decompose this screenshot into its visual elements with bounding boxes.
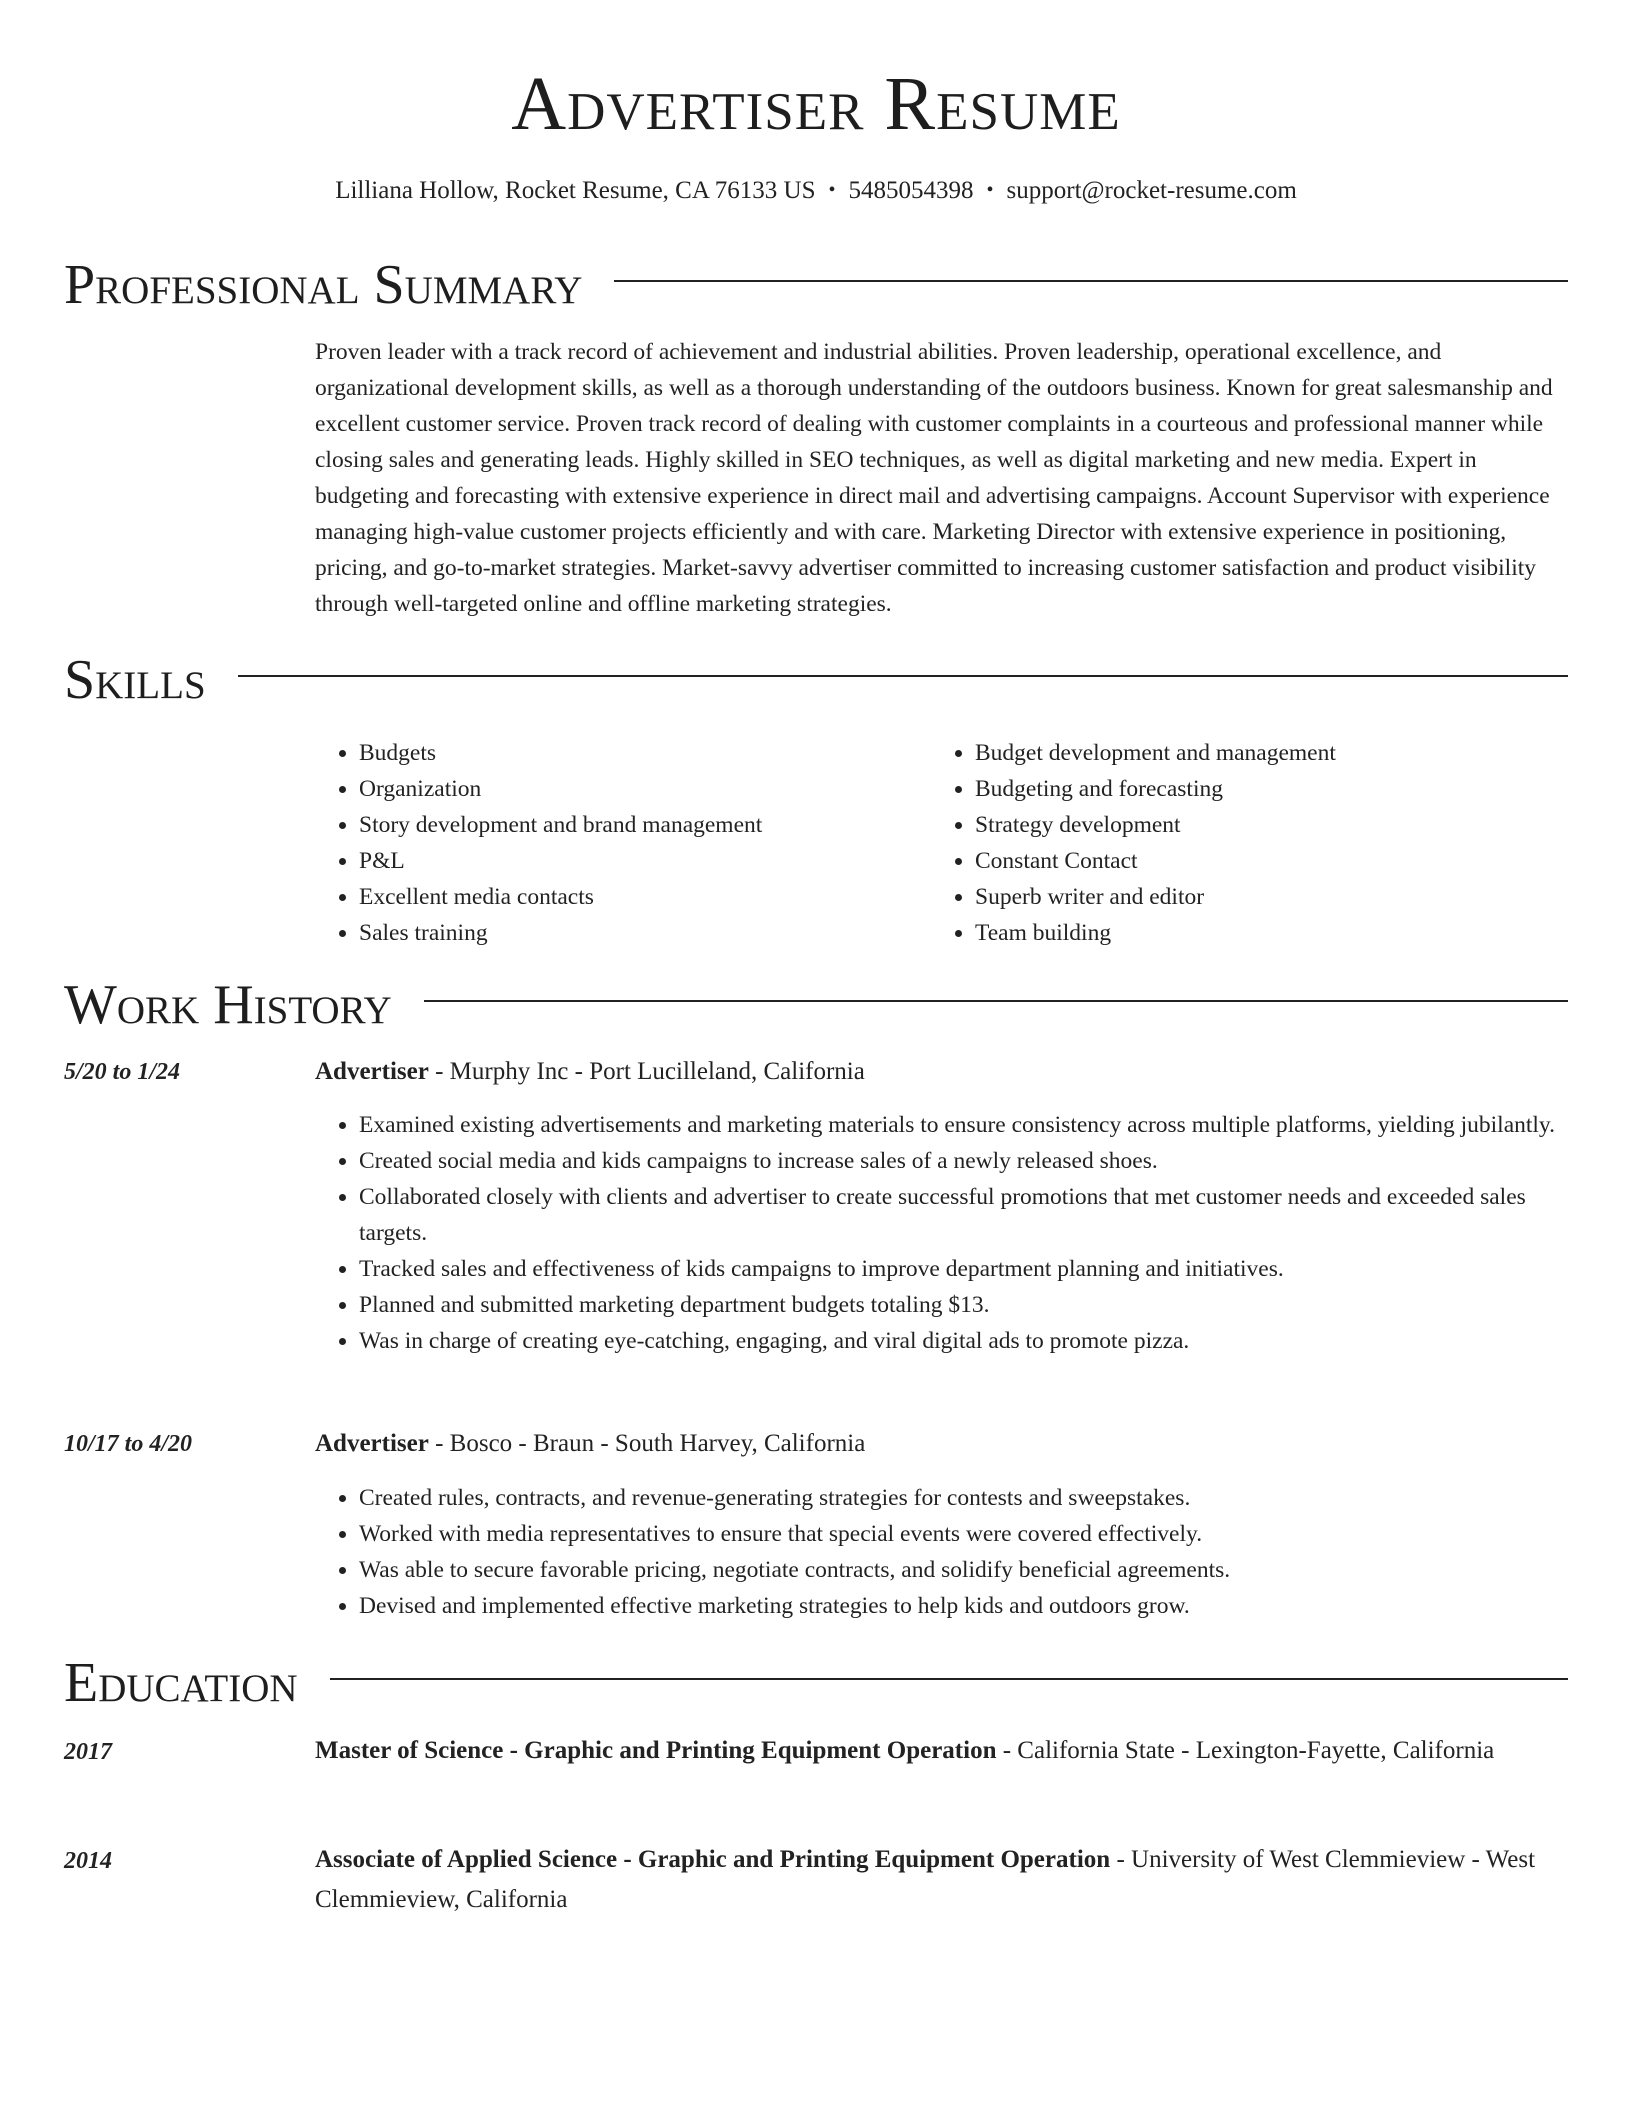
section-divider [238, 675, 1568, 677]
education-entry [315, 1731, 1568, 1771]
skill-item: • P&L [359, 843, 931, 879]
education-degree: Master of Science - Graphic and Printing Equipment Operation [315, 1737, 997, 1764]
job-heading [315, 1424, 1568, 1464]
contact-address: Lilliana Hollow, Rocket Resume, CA 76133 US [335, 177, 816, 204]
job-bullet: • Was able to secure favorable pricing, negotiate contracts, and solidify beneficial agreements. [359, 1552, 1568, 1588]
job-bullets [315, 1480, 1568, 1624]
section-header-summary [64, 250, 1568, 320]
job-bullet: • Planned and submitted marketing department budgets totaling $13. [359, 1287, 1568, 1323]
section-title-education: Education [64, 1652, 298, 1714]
section-header-skills [64, 645, 1568, 715]
skill-item: • Sales training [359, 915, 931, 951]
skill-item: • Team building [975, 915, 1547, 951]
section-title-skills: Skills [64, 649, 206, 711]
job-bullet: • Examined existing advertisements and marketing materials to ensure consistency across multiple platforms, yielding jubilantly. [359, 1107, 1568, 1143]
job-bullet: • Created rules, contracts, and revenue-generating strategies for contests and sweepstakes. [359, 1480, 1568, 1516]
job-bullet: • Tracked sales and effectiveness of kids campaigns to improve department planning and initiatives. [359, 1251, 1568, 1287]
education-school: - California State - Lexington-Fayette, California [996, 1737, 1495, 1764]
skill-item: • Constant Contact [975, 843, 1547, 879]
skill-item: • Strategy development [975, 807, 1547, 843]
job-title: Advertiser [315, 1058, 429, 1085]
skill-item: • Budget development and management [975, 735, 1547, 771]
section-divider [330, 1678, 1568, 1680]
skills-column-right [931, 735, 1547, 951]
job-heading [315, 1052, 1568, 1092]
contact-line [64, 174, 1568, 209]
education-year: 2014 [64, 1848, 112, 1874]
job-dates: 5/20 to 1/24 [64, 1059, 181, 1085]
education-year: 2017 [64, 1739, 112, 1765]
education-school: - University of West Clemmieview - West Clemmieview, California [315, 1846, 1536, 1913]
job-dates: 10/17 to 4/20 [64, 1431, 193, 1457]
section-title-work-history: Work History [64, 974, 392, 1036]
skills-column-left [315, 735, 931, 951]
section-title-summary: Professional Summary [64, 254, 583, 316]
job-employer: - Bosco - Braun - South Harvey, California [428, 1430, 866, 1457]
job-bullet: • Collaborated closely with clients and advertiser to create successful promotions that met customer needs and exceeded sales targets. [359, 1179, 1568, 1251]
skill-item: • Story development and brand management [359, 807, 931, 843]
section-header-work-history [64, 970, 1568, 1040]
skill-item: • Superb writer and editor [975, 879, 1547, 915]
section-header-education [64, 1648, 1568, 1718]
education-degree: Associate of Applied Science - Graphic and Printing Equipment Operation [315, 1846, 1111, 1873]
job-bullet: • Was in charge of creating eye-catching, engaging, and viral digital ads to promote pizza. [359, 1323, 1568, 1359]
education-entry [315, 1840, 1568, 1920]
job-title: Advertiser [315, 1430, 429, 1457]
job-bullet: • Created social media and kids campaigns to increase sales of a newly released shoes. [359, 1143, 1568, 1179]
skill-item: • Budgets [359, 735, 931, 771]
contact-email: support@rocket-resume.com [1006, 177, 1297, 204]
contact-phone: 5485054398 [848, 177, 974, 204]
job-bullet: • Devised and implemented effective marketing strategies to help kids and outdoors grow. [359, 1588, 1568, 1624]
skill-item: • Budgeting and forecasting [975, 771, 1547, 807]
resume-title: Advertiser Resume [511, 62, 1121, 146]
section-divider [424, 1000, 1568, 1002]
job-employer: - Murphy Inc - Port Lucilleland, California [428, 1058, 865, 1085]
skill-item: • Organization [359, 771, 931, 807]
summary-text: Proven leader with a track record of achievement and industrial abilities. Proven leadership, operational excellence, and organizational development skills, as well as a thorough understanding of the outdoors business. Known for great salesmanship and excellent customer service. Proven track record of dealing with customer complaints in a courteous and professional manner while closing sales and generating leads. Highly skilled in SEO techniques, as well as digital marketing and new media. Expert in budgeting and forecasting with extensive experience in direct mail and advertising campaigns. Account Supervisor with experience managing high-value customer projects efficiently and with care. Marketing Director with extensive experience in positioning, pricing, and go-to-market strategies. Market-savvy advertiser committed to increasing customer satisfaction and product visibility through well-targeted online and offline marketing strategies. [315, 339, 1553, 617]
contact-separator: • [828, 179, 836, 201]
skills-list [315, 735, 1568, 951]
contact-separator: • [986, 179, 994, 201]
job-bullet: • Worked with media representatives to ensure that special events were covered effectively. [359, 1516, 1568, 1552]
skill-item: • Excellent media contacts [359, 879, 931, 915]
job-bullets [315, 1107, 1568, 1359]
section-divider [614, 280, 1568, 282]
